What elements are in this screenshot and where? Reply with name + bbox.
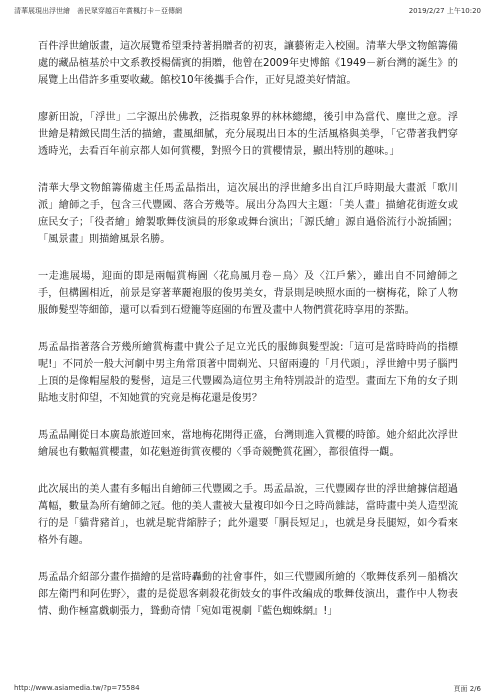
article-paragraph: 此次展出的美人畫有多幅出自繪師三代豐國之手。馬孟晶說，三代豐國存世的浮世繪據信超過萬幅，數量為所有繪師之冠。他的美人畫被大量複印如今日之時尚雜誌，當時畫中美人造型流行的是「貓背豬首」，也就是駝背縮脖子；此外還要「胴長短足」，也就是身長腿短，如今看來格外有趣。 [38,484,458,546]
article-paragraph: 百件浮世繪版畫，這次展覽希望秉持著捐贈者的初衷，讓藝術走入校園。清華大學文物館籌備處的藏品植基於中文系教授楊儒賓的捐贈，他曾在2009年史博館《1949－新台灣的誕生》的展覽上出借許多重要收藏。館校10年後攜手合作，正好見證美好情誼。 [38,41,458,86]
article-paragraph: 廖新田說，「浮世」二字源出於佛教，泛指現象界的林林總總，後引申為當代、塵世之意。浮世繪是精緻民間生活的描繪，畫風細膩，充分展現出日本的生活風格與美學，「它帶著我們穿透時光，去看百年前京都人如何賞櫻，對照今日的賞櫻情景，顯出特別的趣味。」 [38,112,458,157]
header-page-title: 清華展現出浮世繪 善民眾穿越百年賞楓打卡－亞傳網 [14,7,182,15]
header-print-datetime: 2019/2/27 上午10:20 [408,7,481,15]
footer-url-link[interactable]: http://www.asiamedia.tw/?p=75584 [14,684,140,692]
print-header [14,6,481,16]
footer-page-number: 頁面 2/6 [453,685,481,693]
article-paragraph: 馬孟晶剛從日本廣島旅遊回來，當地梅花開得正盛，台灣則進入賞櫻的時節。她介紹此次浮世繪展也有數幅賞櫻畫，如花魁遊街賞夜櫻的〈爭奇競艷賞花圖〉，都很值得一觀。 [38,430,458,458]
article-paragraph: 一走進展場，迎面的即是兩幅賞梅圖〈花鳥風月卷－鳥〉及〈江戶紫〉，雖出自不同繪師之手，但構圖相近，前景是穿著華麗袍服的俊男美女，背景則是映照水面的一樹梅花，除了人物服飾髮型等細節，還可以看到石燈籠等庭園的布置及畫中人物們賞花時享用的茶點。 [38,271,458,316]
article-paragraph: 清華大學文物館籌備處主任馬孟晶指出，這次展出的浮世繪多出自江戶時期最大畫派「歌川派」繪師之手，包含三代豐國、落合芳幾等。展出分為四大主題：「美人畫」描繪花街遊女或庶民女子；「役者繪」繪製歌舞伎演員的形象或舞台演出；「源氏繪」源自過俗流行小說插圖；「風景畫」則描繪風景名勝。 [38,183,458,245]
article-body [38,38,458,640]
article-paragraph: 馬孟晶指著落合芳幾所繪賞梅畫中貴公子足立光氏的服飾與髮型說:「這可是當時時尚的指標呢!」不同於一般大河劇中男主角常頂著中間剃光、只留兩邊的「月代頭」，浮世繪中男子腦門上頂的是像帽屋般的髮髻，這是三代豐國為這位男主角特別設計的造型。畫面左下角的女子則貼地支肘仰望，不知她賞的究竟是梅花還是俊男？ [38,342,458,404]
print-footer [14,684,481,694]
article-paragraph: 馬孟晶介紹部分畫作描繪的是當時轟動的社會事件，如三代豐國所繪的〈歌舞伎系列－船橋次郎左衛門和阿佐野〉，畫的是從恩客刺殺花街妓女的事件改編成的歌舞伎演出，畫作中人物表情、動作極富戲劇張力，聳動奇情「宛如電視劇『藍色蜘蛛網』!」 [38,572,458,617]
